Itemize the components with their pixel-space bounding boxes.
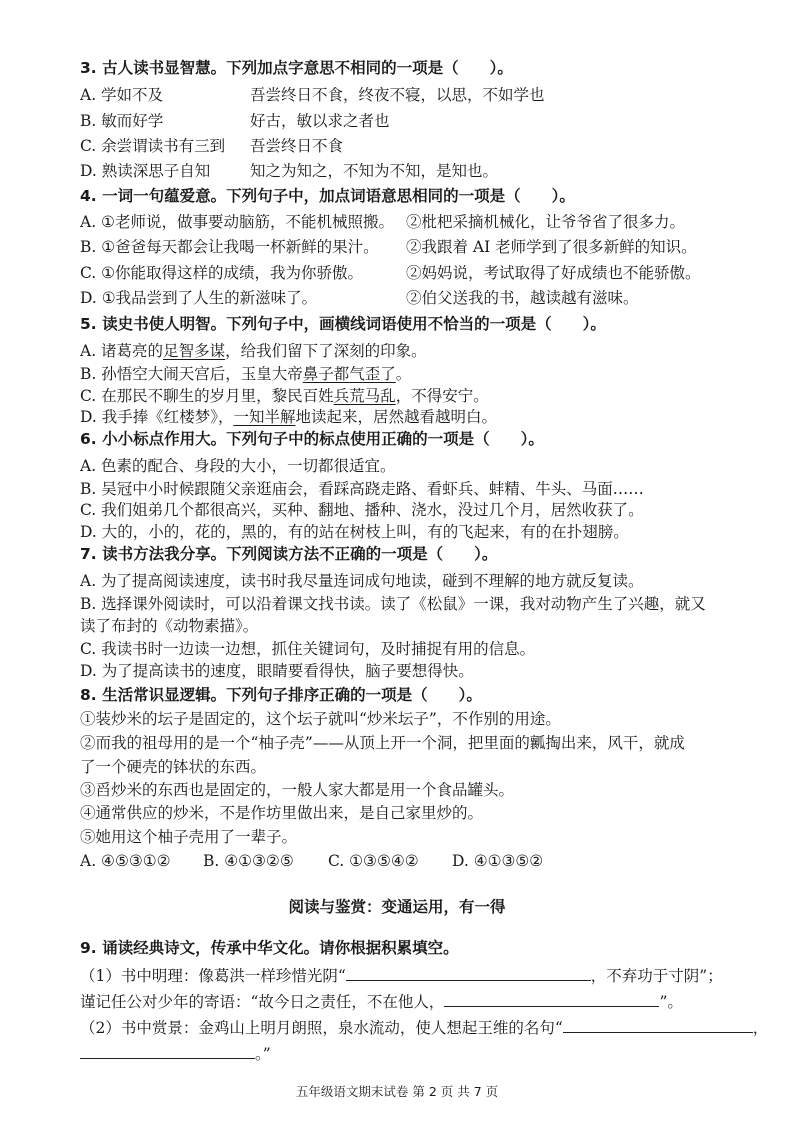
- option-text: 地读起来，居然越看越明白。: [295, 408, 498, 426]
- option-text: C. 在那民不聊生的岁月里，黎民百姓: [80, 387, 334, 405]
- option-text: 吾尝终日不食，终夜不寝，以思，不如学也: [250, 86, 545, 104]
- choice-d: D. ④①③⑤②: [452, 852, 544, 870]
- question-9-part-1: [80, 964, 764, 987]
- option-label: A. 学如不及: [80, 86, 164, 104]
- answer-blank[interactable]: [563, 1016, 753, 1033]
- choice-b: B. ④①③②⑤: [203, 852, 294, 870]
- answer-blank[interactable]: [444, 990, 659, 1007]
- question-3-option-b: [80, 110, 764, 132]
- question-8-sentence: ④通常供应的炒米，不是作坊里做出来，是自己家里炒的。: [80, 804, 484, 822]
- question-6-option-d: D. 大的，小的，花的，黑的，有的站在树枝上叫，有的飞起来，有的在扑翅膀。: [80, 523, 629, 541]
- option-sentence-1: B. ①爸爸每天都会让我喝一杯新鲜的果汁。: [80, 238, 379, 256]
- option-sentence-1: D. ①我品尝到了人生的新滋味了。: [80, 289, 318, 307]
- question-6-option-a: A. 色素的配合、身段的大小，一切都很适宜。: [80, 457, 396, 475]
- question-7-line: C. 我读书时一边读一边想，抓住关键词句，及时捕捉有用的信息。: [80, 640, 536, 658]
- underlined-phrase: 兵荒马乱: [333, 387, 396, 405]
- option-sentence-1: A. ①老师说，做事要动脑筋，不能机械照搬。: [80, 213, 394, 231]
- prompt-text: ，: [752, 1019, 769, 1037]
- question-3-option-a: [80, 84, 764, 106]
- prompt-text: 。”: [255, 1045, 271, 1063]
- question-7-line: B. 选择课外阅读时，可以沿着课文找书读。读了《松鼠》一课，我对动物产生了兴趣，就又: [80, 595, 706, 613]
- question-8-stem: 8. 生活常识显逻辑。下列句子排序正确的一项是（ ）。: [80, 686, 482, 704]
- choice-c: C. ①③⑤④②: [328, 852, 419, 870]
- prompt-text: ”。: [659, 993, 683, 1011]
- question-9-part-2: [80, 1016, 769, 1039]
- question-7-line: D. 为了提高读书的速度，眼睛要看得快，脑子要想得快。: [80, 662, 474, 680]
- question-6-option-b: B. 吴冠中小时候跟随父亲逛庙会，看踩高跷走路、看虾兵、蚌精、牛头、马面……: [80, 480, 644, 498]
- question-7-line: 读了布封的《动物素描》。: [80, 617, 259, 635]
- option-label: C. 余尝谓读书有三到: [80, 137, 226, 155]
- option-sentence-1: C. ①你能取得这样的成绩，我为你骄傲。: [80, 264, 364, 282]
- question-4-stem: 4. 一词一句蕴爱意。下列句子中，加点词语意思相同的一项是（ ）。: [80, 187, 575, 205]
- option-text: 知之为知之，不知为不知，是知也。: [250, 162, 499, 180]
- question-9-stem: 9. 诵读经典诗文，传承中华文化。请你根据积累填空。: [80, 939, 459, 957]
- option-sentence-2: ②伯父送我的书，越读越有滋味。: [406, 289, 639, 307]
- question-6-option-c: C. 我们姐弟几个都很高兴，买种、翻地、播种、浇水，没过几个月，居然收获了。: [80, 501, 644, 519]
- question-8-sentence: ③舀炒米的东西也是固定的，一般人家大都是用一个食品罐头。: [80, 781, 515, 799]
- page-footer: 五年级语文期末试卷 第 2 页 共 7 页: [295, 1084, 499, 1099]
- option-text: ，给我们留下了深刻的印象。: [225, 342, 427, 360]
- answer-blank[interactable]: [346, 964, 591, 981]
- question-8-sentence: ⑤她用这个柚子壳用了一辈子。: [80, 828, 298, 846]
- question-9-part-1-cont: [80, 990, 764, 1013]
- prompt-text: 谨记任公对少年的寄语：“故今日之责任，不在他人，: [80, 993, 445, 1011]
- question-3-option-d: [80, 160, 764, 182]
- question-6-stem: 6. 小小标点作用大。下列句子中的标点使用正确的一项是（ ）。: [80, 430, 544, 448]
- question-4-option-a: [80, 211, 764, 233]
- question-3-option-c: [80, 135, 764, 157]
- option-sentence-2: ②我跟着 AI 老师学到了很多新鲜的知识。: [406, 238, 697, 256]
- question-4-option-d: [80, 287, 764, 309]
- question-7-line: A. 为了提高阅读速度，读书时我尽量连词成句地读，碰到不理解的地方就反复读。: [80, 572, 644, 590]
- option-text: 。: [395, 365, 412, 383]
- question-8-sentence: 了一个硬壳的钵状的东西。: [80, 758, 267, 776]
- underlined-phrase: 鼻子都气歪了: [302, 365, 396, 383]
- option-text: ，不得安宁。: [395, 387, 489, 405]
- option-label: D. 熟读深思子自知: [80, 162, 211, 180]
- option-text: A. 诸葛亮的: [80, 342, 164, 360]
- prompt-text: （2）书中赏景：金鸡山上明月朗照，泉水流动，使人想起王维的名句“: [80, 1019, 563, 1037]
- choice-a: A. ④⑤③①②: [80, 852, 171, 870]
- question-5-option-c: [80, 385, 764, 407]
- option-text: D. 我手捧《红楼梦》，: [80, 408, 234, 426]
- prompt-text: （1）书中明理：像葛洪一样珍惜光阴“: [80, 967, 346, 985]
- question-5-stem: 5. 读史书使人明智。下列句子中，画横线词语使用不恰当的一项是（ ）。: [80, 315, 606, 333]
- underlined-phrase: 一知半解: [233, 408, 296, 426]
- question-5-option-b: [80, 363, 764, 385]
- option-sentence-2: ②妈妈说，考试取得了好成绩也不能骄傲。: [406, 264, 701, 282]
- question-8-sentence: ①装炒米的坛子是固定的，这个坛子就叫“炒米坛子”，不作别的用途。: [80, 710, 561, 728]
- underlined-phrase: 足智多谋: [163, 342, 226, 360]
- question-8-sentence: ②而我的祖母用的是一个“柚子壳”——从顶上开一个洞，把里面的瓤掏出来，风干，就成: [80, 734, 685, 752]
- question-4-option-c: [80, 262, 764, 284]
- question-3-stem: 3. 古人读书显智慧。下列加点字意思不相同的一项是（ ）。: [80, 59, 513, 77]
- option-sentence-2: ②枇杷采摘机械化，让爷爷省了很多力。: [406, 213, 686, 231]
- option-label: B. 敏而好学: [80, 112, 164, 130]
- question-7-stem: 7. 读书方法我分享。下列阅读方法不正确的一项是（ ）。: [80, 545, 498, 563]
- option-text: 好古，敏以求之者也: [250, 112, 390, 130]
- answer-blank[interactable]: [80, 1042, 255, 1059]
- option-text: B. 孙悟空大闹天宫后，玉皇大帝: [80, 365, 303, 383]
- option-text: 吾尝终日不食: [250, 137, 344, 155]
- question-4-option-b: [80, 236, 764, 258]
- question-9-part-2-cont: [80, 1042, 764, 1065]
- question-5-option-d: [80, 406, 764, 428]
- section-title: 阅读与鉴赏：变通运用，有一得: [288, 898, 506, 916]
- question-5-option-a: [80, 340, 764, 362]
- prompt-text: ，不弃功于寸阴”；: [590, 967, 723, 985]
